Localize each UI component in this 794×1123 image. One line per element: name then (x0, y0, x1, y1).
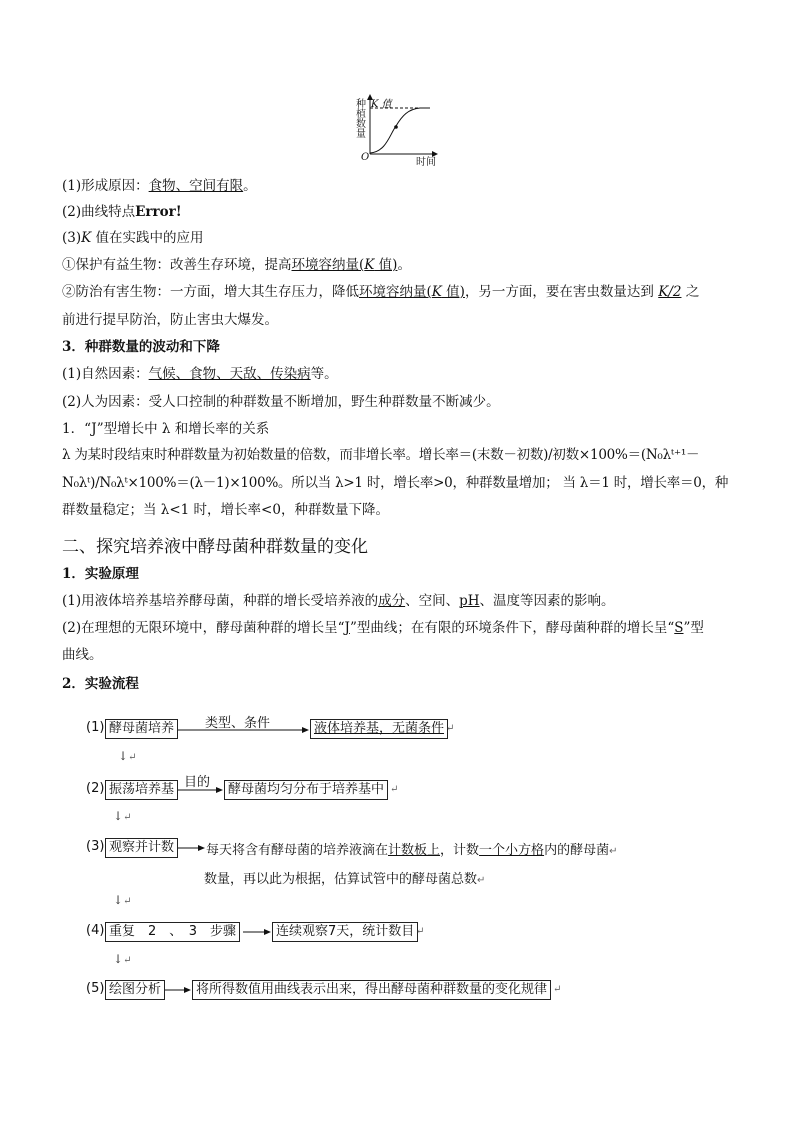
underlined-answer: 气候、食物、天敌、传染病 (148, 366, 311, 382)
paragraph-mark: ↵ (553, 984, 562, 995)
step-number: (3) (86, 839, 105, 854)
underlined-answer: K/2 (658, 284, 682, 300)
graph-x-label: 时间 (416, 157, 436, 168)
text: ②防治有害生物：一方面，增大其生存压力，降低 (62, 284, 359, 300)
step-box-yeast-culture: 酵母菌培养 (105, 719, 178, 739)
line-control-pests-cont: 前进行提早防治，防止害虫大爆发。 (62, 312, 278, 328)
line-control-pests (62, 282, 734, 303)
underlined-answer: J (344, 620, 350, 636)
underlined-answer: S (674, 620, 684, 636)
text: 数量，再以此为根据，估算试管中的酵母菌总数 (204, 872, 478, 887)
text: ，计数 (440, 843, 480, 858)
underlined-answer: pH (459, 593, 480, 609)
down-arrow-icon: ↓ (118, 749, 129, 763)
underlined-answer: 值) (441, 284, 465, 300)
graph-origin: O (361, 152, 370, 163)
line-protect-beneficial (62, 255, 734, 276)
text: 。 (397, 257, 411, 273)
y-char: 植 (356, 109, 366, 120)
step-box-repeat (105, 922, 240, 942)
text: 、空间、 (405, 593, 460, 609)
k-symbol: K (81, 230, 92, 246)
result-text: 酵母菌均匀分布于培养基中 (228, 782, 385, 797)
arrow-label-type-condition: 类型、条件 (205, 716, 271, 731)
section-heading-procedure: 2．实验流程 (62, 676, 139, 692)
text: 。 (243, 178, 257, 194)
underlined-answer: 计数板上 (388, 843, 441, 858)
step-result-even-distribution (224, 780, 388, 800)
y-char: 数 (356, 119, 366, 130)
line-formation-cause (62, 176, 734, 197)
k-symbol: K (431, 284, 442, 300)
y-char: 量 (356, 129, 366, 140)
line-k-application (62, 228, 734, 249)
step-box-shake-medium: 振荡培养基 (105, 780, 178, 800)
underlined-answer: 环境容纳量( (359, 284, 432, 300)
line-lambda-heading: 1．“J”型增长中 λ 和增长率的关系 (62, 421, 270, 437)
line-principle-2-cont: 曲线。 (62, 647, 103, 663)
paragraph-mark: ↵ (123, 896, 132, 907)
line-lambda-explain-3: 群数量稳定；当 λ<1 时，增长率<0，种群数量下降。 (62, 502, 389, 518)
line-lambda-explain-2: N₀λᵗ)/N₀λᵗ×100%＝(λ－1)×100%。所以当 λ>1 时，增长率>0，种群数量增加； 当 λ＝1 时，增长率＝0，种 (62, 475, 729, 491)
text: ”型曲线；在有限的环境条件下，酵母菌种群的增长呈“ (349, 620, 675, 636)
box-text: 重复 2 、 3 步骤 (109, 924, 237, 939)
step-number: (4) (86, 923, 105, 938)
heading-yeast-experiment: 二、探究培养液中酵母菌种群数量的变化 (62, 537, 368, 557)
text: 之 (681, 284, 700, 300)
paragraph-mark: ↵ (416, 926, 425, 937)
step-number: (5) (86, 981, 105, 996)
underlined-answer: 食物、空间有限 (148, 178, 244, 194)
line-curve-feature (62, 202, 734, 223)
graph-k-label: K 值 (371, 99, 392, 110)
down-arrow (113, 952, 131, 966)
paragraph-mark: ↵ (446, 723, 455, 734)
down-arrow-icon: ↓ (113, 952, 124, 966)
text: (2)在理想的无限环境中，酵母菌种群的增长呈“ (62, 620, 345, 636)
text: (1)用液体培养基培养酵母菌，种群的增长受培养液的 (62, 593, 379, 609)
line-natural-factors (62, 364, 734, 385)
underlined-answer: 成分 (378, 593, 406, 609)
underlined-answer: 值) (374, 257, 398, 273)
underlined-answer: 环境容纳量( (291, 257, 365, 273)
section-heading-principle: 1．实验原理 (62, 566, 139, 582)
result-text: 将所得数值用曲线表示出来，得出酵母菌种群数量的变化规律 (196, 982, 548, 997)
y-char: 种 (356, 99, 366, 110)
line-human-factors: (2)人为因素：受人口控制的种群数量不断增加，野生种群数量不断减少。 (62, 394, 500, 410)
underlined-answer: 一个小方格 (479, 843, 545, 858)
arrow-label-purpose: 目的 (184, 775, 211, 790)
paragraph-mark: ↵ (477, 875, 486, 886)
step-box-plot-analysis: 绘图分析 (105, 980, 165, 1000)
down-arrow (113, 809, 131, 823)
step-number: (1) (86, 720, 105, 735)
line-lambda-explain-1: λ 为某时段结束时种群数量为初始数量的倍数，而非增长率。增长率＝(末数－初数)/初数×100%＝(N₀λᵗ⁺¹－ (62, 447, 700, 463)
text: (3) (62, 230, 82, 246)
line-principle-1 (62, 591, 734, 612)
underlined-answer: 液体培养基，无菌条件 (314, 721, 445, 736)
text: 、温度等因素的影响。 (479, 593, 615, 609)
text: (1)形成原因： (62, 178, 149, 194)
line-principle-2 (62, 618, 734, 639)
paragraph-mark: ↵ (609, 846, 618, 857)
down-arrow (118, 749, 136, 763)
step-number: (2) (86, 781, 105, 796)
step-result-curve (192, 980, 551, 1000)
down-arrow-icon: ↓ (113, 893, 124, 907)
text: ①保护有益生物：改善生存环境，提高 (62, 257, 292, 273)
step3-description-cont (204, 868, 485, 887)
text: ，另一方面，要在害虫数量达到 (464, 284, 659, 300)
down-arrow (113, 893, 131, 907)
paragraph-mark: ↵ (123, 812, 132, 823)
text: 等。 (310, 366, 338, 382)
text: (2)曲线特点 (62, 204, 136, 220)
graph-y-label (356, 100, 368, 140)
text: 每天将含有酵母菌的培养液滴在 (206, 843, 389, 858)
text: 值在实践中的应用 (91, 230, 204, 246)
down-arrow-icon: ↓ (113, 809, 124, 823)
step-box-observe-count: 观察并计数 (105, 838, 178, 858)
paragraph-mark: ↵ (123, 955, 132, 966)
error-text: Error! (135, 204, 182, 220)
text: (1)自然因素： (62, 366, 149, 382)
text: 内的酵母菌 (544, 843, 610, 858)
text: ”型 (683, 620, 704, 636)
section-heading-fluctuation: 3．种群数量的波动和下降 (62, 339, 220, 355)
step-result-observe-7-days: 连续观察7天，统计数目 (272, 922, 418, 942)
paragraph-mark: ↵ (390, 784, 399, 795)
k-symbol: K (364, 257, 375, 273)
paragraph-mark: ↵ (128, 752, 137, 763)
step3-description (206, 839, 617, 858)
step-result-liquid-medium (310, 719, 448, 739)
